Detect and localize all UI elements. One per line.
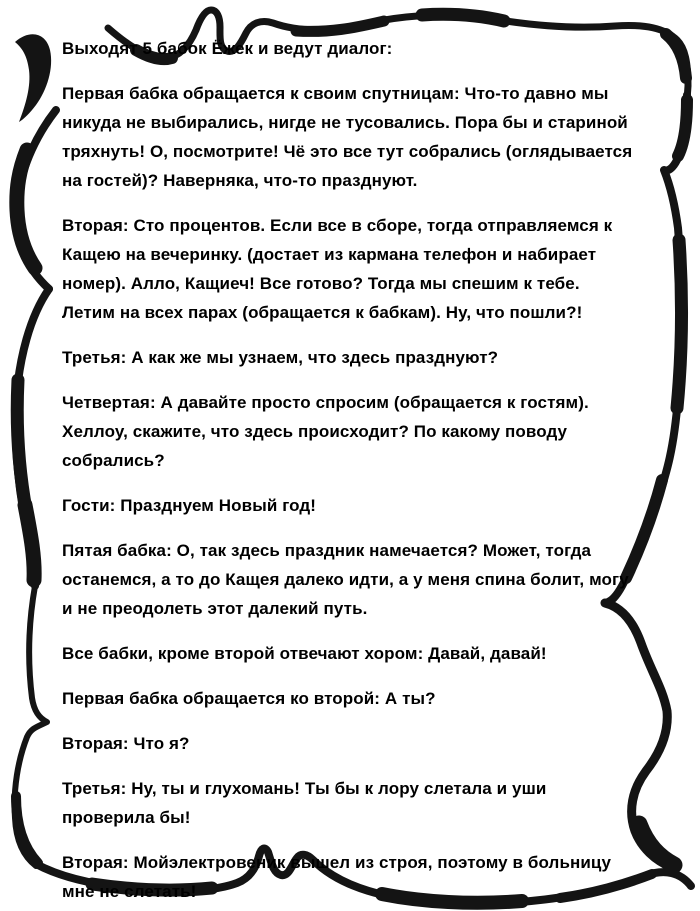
line-guests: Гости: Празднуем Новый год!: [62, 496, 317, 515]
line-babka-1: Первая бабка обращается к своим спутницам: Что-то давно мы никуда не выбирались, нигде не тусовались. Пора бы и стариной тряхнуть! О, посмотрите! Чё это все тут собрались (оглядывается на гостей)? Наверняка, что-то празднуют.: [62, 84, 633, 190]
stage-direction-intro: Выходят 5 бабок Ёжек и ведут диалог:: [62, 39, 393, 58]
line-babka-1-to-2: Первая бабка обращается ко второй: А ты?: [62, 689, 436, 708]
line-babka-2-final: Вторая: Мойэлектровеник вышел из строя, поэтому в больницу мне не слетать!: [62, 853, 612, 901]
line-babka-3: Третья: А как же мы узнаем, что здесь празднуют?: [62, 348, 499, 367]
line-babka-5: Пятая бабка: О, так здесь праздник намечается? Может, тогда останемся, а то до Кащея далеко идти, а у меня спина болит, могу и не преодолеть этот далекий путь.: [62, 541, 629, 618]
line-babka-4: Четвертая: А давайте просто спросим (обращается к гостям). Хеллоу, скажите, что здесь происходит? По какому поводу собрались?: [62, 393, 589, 470]
line-babka-3-joke: Третья: Ну, ты и глухомань! Ты бы к лору слетала и уши проверила бы!: [62, 779, 547, 827]
line-all-babki: Все бабки, кроме второй отвечают хором: Давай, давай!: [62, 644, 547, 663]
line-babka-2-reply: Вторая: Что я?: [62, 734, 190, 753]
line-babka-2: Вторая: Сто процентов. Если все в сборе, тогда отправляемся к Кащею на вечеринку. (достает из кармана телефон и набирает номер). Алло, Кащиеч! Все готово? Тогда мы спешим к тебе. Летим на всех парах (обращается к бабкам). Ну, что пошли?!: [62, 216, 613, 322]
